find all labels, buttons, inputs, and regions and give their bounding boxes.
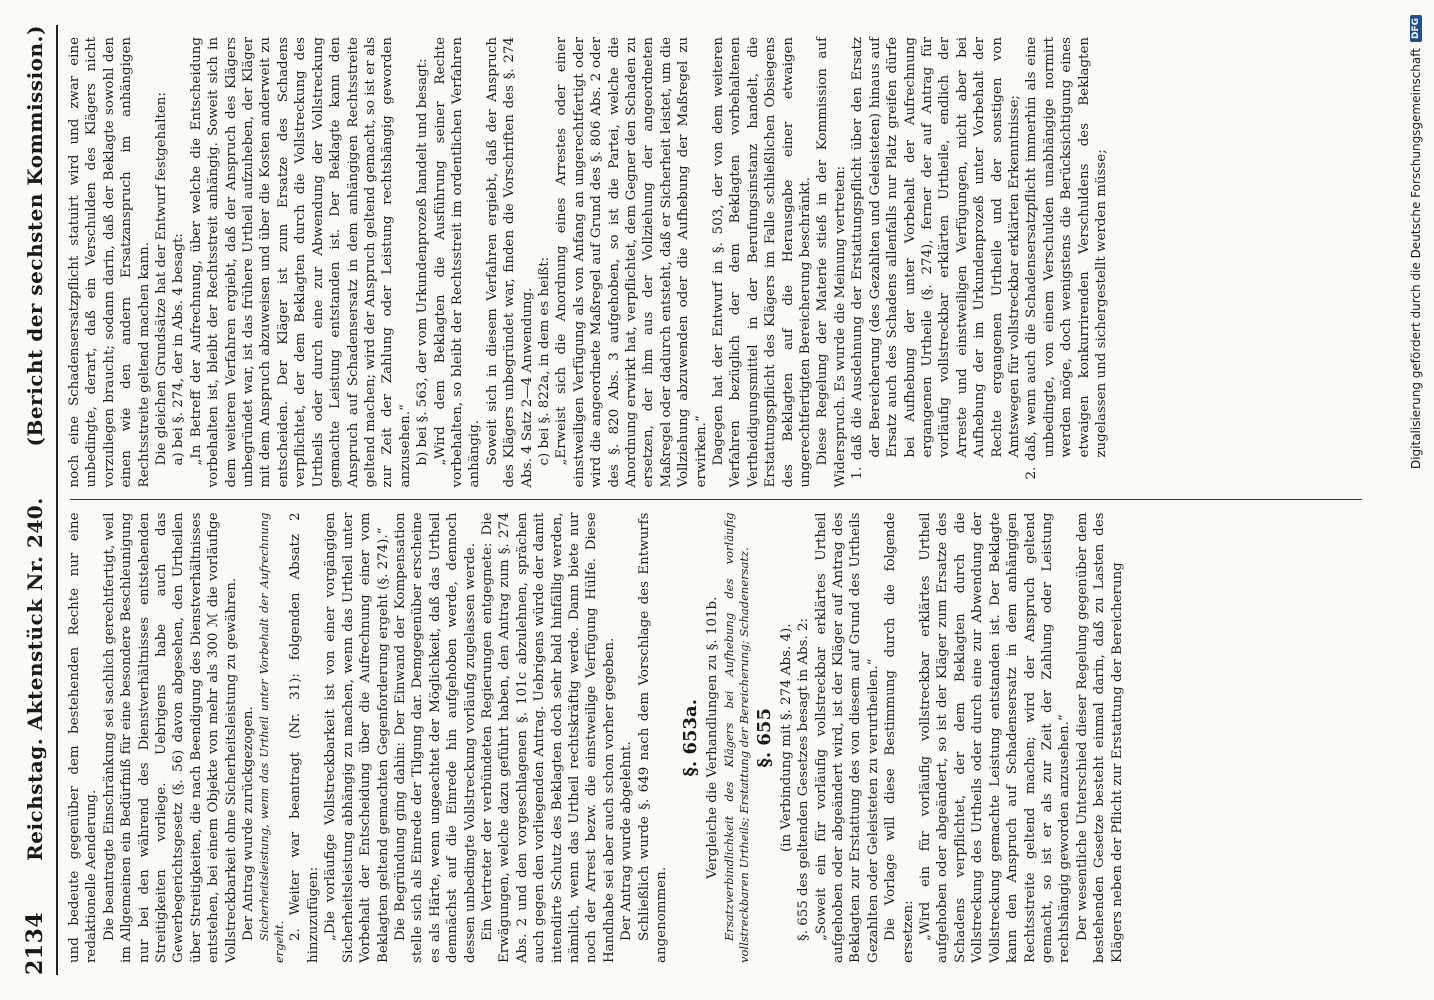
paragraph: 2. Weiter war beantragt (Nr. 31): folgenden Absatz 2 hinzuzufügen:: [288, 512, 321, 963]
paragraph: Die beantragte Einschränkung sei sachlich gerechtfertigt, weil im Allgemeinen ein Bedürfniß für eine besondere Beschleunigung nur bei den während des Dienstverhältnisses entstehenden Streitigkeiten vorliege. Uebrigens habe auch das Gewerbegerichtsgesetz (§. 56) davon abgesehen, den Urtheilen über Streitigkeiten, die nach Beendigung des Dienstverhältnisses entstehen, bei einem Objekte von mehr als 300 ℳ die vorläufige Vollstreckbarkeit ohne Sicherheitsleistung zu gewähren.: [101, 512, 239, 963]
paragraph: „Soweit ein für vorläufig vollstreckbar erklärtes Urtheil aufgehoben oder abgeändert wird, ist der Kläger auf Antrag des Beklagten zur Erstattung des von diesem auf Grund des Urtheils Gezahlten oder Geleisteten zu verurtheilen.“: [813, 512, 881, 963]
paragraph: Ein Vertreter der verbündeten Regierungen entgegnete: Die Erwägungen, welche dazu geführt haben, den Antrag zum §. 274 Abs. 2 und den vorgeschlagenen §. 101c abzulehnen, sprächen auch gegen den vorliegenden Antrag. Uebrigens würde der damit intendirte Schutz des Beklagten doch sehr bald hinfällig werden, nämlich, wenn das Urtheil rechtskräftig werde. Dann biete nur noch der Arrest bezw. die einstweilige Verfügung Hülfe. Diese Handhabe sei aber auch schon vorher gegeben.: [479, 512, 617, 963]
paragraph: [670, 513, 678, 964]
rotated-page-content: [12, 5, 1392, 995]
paragraph: Der Antrag wurde zurückgezogen.: [241, 706, 257, 941]
paragraph: §. 655: [753, 707, 775, 768]
paragraph: „Wird ein für vorläufig vollstreckbar erklärtes Urtheil aufgehoben oder abgeändert, so ist der Kläger zum Ersatze des Schadens verpflichtet, der dem Beklagten durch die Vollstreckung des Urtheils oder durch eine zur Abwendung der Vollstreckung gemachte Leistung entstanden ist. Der Beklagte kann den Anspruch auf Schadensersatz in dem anhängigen Rechtsstreite geltend machen; wird der Anspruch geltend gemacht, so ist er als zur Zeit der Zahlung oder Leistung rechtshängig geworden anzusehen.“: [918, 512, 1073, 963]
page-header: [22, 25, 58, 975]
paragraph: und bedeute gegenüber dem bestehenden Rechte nur eine redaktionelle Aenderung.: [67, 512, 100, 963]
paragraph: b) bei §. 563, der vom Urkundenprozeß handelt und besagt:: [415, 58, 431, 466]
paragraph: Sicherheitsleistung, wenn das Urtheil unter Vorbehalt der Aufrechnung ergeht.: [257, 512, 287, 963]
column-left: [66, 501, 1366, 976]
paragraph: 1. daß die Ausdehnung der Erstattungspflicht über den Ersatz der Bereicherung (des Gezahlten und Geleisteten) hinaus auf Ersatz auch des Schadens allenfalls nur Platz greifen dürfe bei Aufhebung der unter Vorbehalt der Aufrechnung ergangenen Urtheile (§. 274), ferner der auf Antrag für vorläufig vollstreckbar erklärten Urtheile, endlich der Arreste und einstweiligen Verfügungen, nicht aber bei Aufhebung der im Urkundenprozeß unter Vorbehalt der Rechte ergangenen Urtheile und der sonstigen von Amtswegen für vollstreckbar erklärten Erkenntnisse;: [850, 37, 1022, 480]
paragraph: Die Vorlage will diese Bestimmung durch die folgende ersetzen:: [883, 512, 916, 963]
paragraph: Dagegen hat der Entwurf in §. 503, der von dem weiteren Verfahren bezüglich der dem Beklagten vorbehaltenen Vertheidigungsmittel in der Berufungsinstanz handelt, die Erstattungspflicht des Klägers im Falle schließlichen Obsiegens des Beklagten auf die Herausgabe einer etwaigen ungerechtfertigten Bereicherung beschränkt.: [711, 37, 814, 488]
digitization-text: Digitalisierung gefördert durch die Deutsche Forschungsgemeinschaft: [1409, 48, 1423, 470]
paragraph: Die gleichen Grundsätze hat der Entwurf festgehalten:: [154, 92, 170, 466]
dfg-logo: DFG: [1410, 15, 1422, 42]
paragraph: Schließlich wurde §. 649 nach dem Vorschlage des Entwurfs angenommen.: [636, 512, 669, 963]
digitization-note: [1404, 5, 1428, 995]
paragraph: §. 653a.: [680, 699, 702, 777]
paragraph: „Erweist sich die Anordnung eines Arrestes oder einer einstweiligen Verfügung als von Anfang an ungerechtfertigt oder wird die angeordnete Maßregel auf Grund des §. 806 Abs. 2 oder des §. 820 Abs. 3 aufgehoben, so ist die Partei, welche die Anordnung erwirkt hat, verpflichtet, dem Gegner den Schaden zu ersetzen, der ihm aus der Vollziehung der angeordneten Maßregel oder dadurch entsteht, daß er Sicherheit leistet, um die Vollziehung abzuwenden oder die Aufhebung der Maßregel zu erwirken.“: [554, 37, 709, 488]
paragraph: Der Antrag wurde abgelehnt.: [619, 741, 635, 941]
paragraph: Diese Regelung der Materie stieß in der Kommission auf Widerspruch. Es wurde die Meinung vertreten:: [815, 37, 848, 488]
text-columns: [66, 25, 1366, 975]
paragraph: a) bei §. 274, der in Abs. 4 besagt:: [171, 233, 187, 466]
paragraph: noch eine Schadensersatzpflicht statuirt wird und zwar eine unbedingte, derart, daß ein Verschulden des Klägers nicht vorzuliegen braucht; sodann darin, daß der Beklagte sowohl den einen wie den andern Ersatzanspruch im anhängigen Rechtsstreite geltend machen kann.: [67, 37, 152, 488]
paragraph: (in Verbindung mit §. 274 Abs. 4).: [778, 623, 794, 853]
paragraph: c) bei §. 822a, in dem es heißt:: [536, 256, 552, 466]
page-number: 2134: [22, 911, 48, 975]
header-title: Reichstag. Aktenstück Nr. 240.: [23, 497, 47, 861]
paragraph: Soweit sich in diesem Verfahren ergiebt, daß der Anspruch des Klägers unbegründet war, finden die Vorschriften des §. 274 Abs. 4 Satz 2—4 Anwendung.: [484, 37, 535, 488]
paragraph: §. 655 des geltenden Gesetzes besagt in Abs. 2:: [796, 617, 812, 941]
paragraph: Ersatzverbindlichkeit des Klägers bei Aufhebung des vorläufig vollstreckbaren Urtheils; Erstattung der Bereicherung; Schadenersatz.: [721, 512, 751, 963]
paragraph: Die Begründung ging dahin: Der Einwand der Kompensation stelle sich als Einrede der Tilgung dar. Demgegenüber erscheine es als Härte, wenn ungeachtet der Möglichkeit, daß das Urtheil demnächst auf die Einrede hin aufgehoben werde, dennoch dessen unbedingte Vollstreckung vorläufig zugelassen werde.: [392, 512, 478, 963]
column-divider: [70, 500, 1362, 501]
header-subtitle: (Bericht der sechsten Kommission.): [23, 25, 47, 447]
paragraph: 2. daß, wenn auch die Schadensersatzpflicht immerhin als eine unbedingte, von einem Verschulden unabhängige normirt werden möge, doch wenigstens die Berücksichtigung eines etwaigen konkurrirenden Verschuldens des Beklagten zugelassen und sichergestellt werden müsse;: [1024, 37, 1109, 480]
paragraph: Der wesentliche Unterschied dieser Regelung gegenüber dem bestehenden Gesetze besteht einmal darin, daß zu Lasten des Klägers neben der Pflicht zur Erstattung der Bereicherung: [1074, 512, 1125, 963]
column-right: [66, 25, 1366, 500]
paragraph: „In Betreff der Aufrechnung, über welche die Entscheidung vorbehalten ist, bleibt der Rechtsstreit anhängig. Soweit sich in dem weiteren Verfahren ergiebt, daß der Anspruch des Klägers unbegründet war, ist das frühere Urtheil aufzuheben, der Kläger mit dem Anspruch abzuweisen und über die Kosten anderweit zu entscheiden. Der Kläger ist zum Ersatze des Schadens verpflichtet, der dem Beklagten durch die Vollstreckung des Urtheils oder durch eine zur Abwendung der Vollstreckung gemachte Leistung entstanden ist. Der Beklagte kann den Anspruch auf Schadensersatz in dem anhängigen Rechtsstreite geltend machen; wird der Anspruch geltend gemacht, so ist er als zur Zeit der Zahlung oder Leistung rechtshängig geworden anzusehen.“: [188, 37, 413, 488]
paragraph: Vergleiche die Verhandlungen zu §. 101b.: [705, 596, 721, 879]
paragraph: „Wird dem Beklagten die Ausführung seiner Rechte vorbehalten, so bleibt der Rechtsstreit im ordentlichen Verfahren anhängig.: [432, 37, 483, 488]
paragraph: „Die vorläufige Vollstreckbarkeit ist von einer vorgängigen Sicherheitsleistung abhängig zu machen, wenn das Urtheil unter Vorbehalt der Entscheidung über die Aufrechnung einer vom Beklagten geltend gemachten Gegenforderung ergeht (§. 274).“: [323, 512, 391, 963]
